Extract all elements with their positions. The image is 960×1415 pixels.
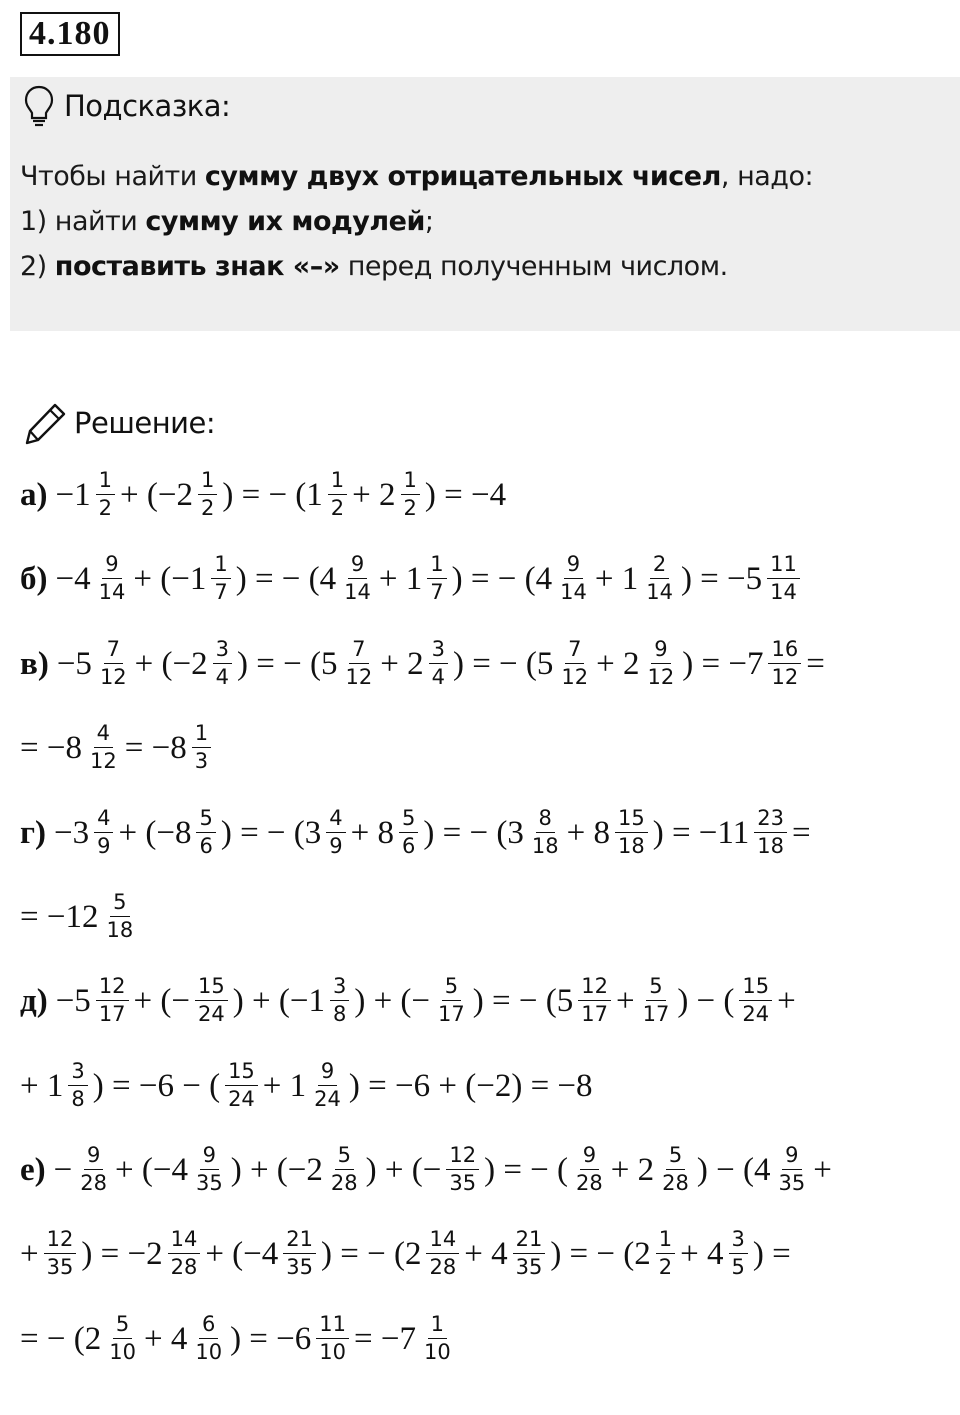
math-text: = −8: [124, 729, 187, 766]
math-text: + (−4: [205, 1235, 279, 1272]
fraction: [195, 975, 228, 1026]
math-text: ) = − (: [484, 1151, 569, 1188]
solution-line: [20, 553, 805, 604]
item-label: б): [20, 560, 48, 597]
fraction: [401, 469, 420, 520]
item-label: д): [20, 982, 48, 1019]
math-text: +: [777, 982, 796, 1019]
fraction: [283, 1228, 316, 1279]
math-text: +: [20, 1235, 39, 1272]
math-text: + (−: [133, 982, 191, 1019]
denominator: 28: [330, 1171, 358, 1195]
fraction: [754, 807, 787, 858]
denominator: 12: [345, 665, 373, 689]
math-text: ) + (−: [365, 1151, 442, 1188]
numerator: 5: [335, 1144, 354, 1170]
numerator: 7: [349, 638, 368, 664]
denominator: 17: [581, 1002, 608, 1026]
math-text: ) = − (2: [550, 1235, 651, 1272]
numerator: 1: [401, 469, 420, 495]
denominator: 2: [403, 496, 417, 520]
math-text: ) = −6: [230, 1320, 312, 1357]
math-text: ) = − (4: [235, 560, 337, 597]
denominator: 7: [430, 580, 444, 604]
fraction: [426, 1228, 459, 1279]
solution-line: [20, 722, 216, 773]
fraction: [192, 722, 211, 773]
hint-line: [20, 199, 940, 244]
numerator: 7: [565, 638, 584, 664]
denominator: 35: [286, 1255, 314, 1279]
math-text: + 8: [350, 814, 395, 851]
numerator: 14: [426, 1228, 459, 1254]
solution-title: Решение:: [74, 406, 216, 440]
denominator: 35: [778, 1171, 806, 1195]
math-text: +: [813, 1151, 832, 1188]
math-text: ) = − (5: [452, 645, 554, 682]
denominator: 9: [329, 834, 343, 858]
fraction: [87, 722, 120, 773]
fraction: [768, 638, 801, 689]
numerator: 21: [283, 1228, 316, 1254]
fraction: [103, 891, 136, 942]
numerator: 7: [104, 638, 123, 664]
denominator: 28: [80, 1171, 107, 1195]
fraction: [68, 1060, 87, 1111]
math-text: −1: [55, 476, 91, 513]
solution-line: [20, 807, 811, 858]
numerator: 12: [578, 975, 611, 1001]
math-text: ) = − (3: [423, 814, 524, 851]
math-text: = −7: [354, 1320, 416, 1357]
fraction: [573, 1144, 606, 1195]
numerator: 3: [213, 638, 232, 664]
math-text: ) − (4: [696, 1151, 771, 1188]
math-text: + 1: [594, 560, 639, 597]
denominator: 10: [424, 1340, 451, 1364]
numerator: 16: [768, 638, 801, 664]
item-label: е): [20, 1151, 46, 1188]
math-text: ) = − (3: [220, 814, 322, 851]
math-text: ) + (−2: [230, 1151, 323, 1188]
math-text: = −8: [20, 729, 82, 766]
numerator: 1: [211, 553, 230, 579]
math-text: + (−8: [118, 814, 192, 851]
numerator: 5: [399, 807, 418, 833]
numerator: 1: [428, 1313, 447, 1339]
numerator: 1: [96, 469, 115, 495]
denominator: 8: [71, 1087, 85, 1111]
denominator: 3: [194, 749, 209, 773]
numerator: 3: [429, 638, 448, 664]
math-text: + 4: [143, 1320, 188, 1357]
math-text: + 2: [596, 645, 640, 682]
math-text: ) + (−: [354, 982, 431, 1019]
numerator: 8: [536, 807, 555, 833]
denominator: 14: [646, 580, 673, 604]
denominator: 12: [561, 665, 589, 689]
numerator: 1: [328, 469, 347, 495]
math-text: ) = −5: [680, 560, 763, 597]
denominator: 18: [757, 834, 784, 858]
numerator: 15: [615, 807, 648, 833]
denominator: 9: [97, 834, 111, 858]
math-text: + (−2: [134, 645, 208, 682]
denominator: 35: [46, 1255, 74, 1279]
hint-emphasis: поставить знак «–»: [54, 251, 340, 282]
math-text: + 1: [378, 560, 423, 597]
fraction: [399, 807, 418, 858]
math-text: = −12: [20, 898, 99, 935]
numerator: 5: [666, 1144, 685, 1170]
fraction: [328, 469, 347, 520]
solution-line: [20, 975, 796, 1026]
math-text: + (−1: [133, 560, 207, 597]
denominator: 12: [99, 665, 127, 689]
denominator: 12: [647, 665, 675, 689]
numerator: 1: [198, 469, 217, 495]
fraction: [342, 638, 375, 689]
denominator: 10: [319, 1340, 347, 1364]
fraction: [196, 807, 215, 858]
numerator: 14: [168, 1228, 201, 1254]
numerator: 4: [94, 722, 113, 748]
math-text: ) = −7: [682, 645, 764, 682]
numerator: 3: [68, 1060, 87, 1086]
hint-emphasis: сумму их модулей: [145, 206, 425, 237]
denominator: 28: [662, 1171, 689, 1195]
numerator: 9: [102, 553, 121, 579]
math-text: + 4: [680, 1235, 724, 1272]
hint-text-segment: 2): [20, 251, 55, 282]
math-text: + 8: [566, 814, 610, 851]
fraction: [643, 553, 676, 604]
numerator: 9: [782, 1144, 801, 1170]
denominator: 18: [617, 834, 645, 858]
fraction: [97, 638, 130, 689]
fraction: [659, 1144, 692, 1195]
fraction: [316, 1313, 349, 1364]
numerator: 4: [326, 807, 345, 833]
fraction: [211, 553, 230, 604]
numerator: 5: [110, 891, 129, 917]
fraction: [645, 638, 678, 689]
numerator: 5: [646, 975, 665, 1001]
math-text: −: [53, 1151, 73, 1188]
fraction: [341, 553, 374, 604]
math-text: ) = −11: [652, 814, 750, 851]
fraction: [106, 1313, 139, 1364]
denominator: 2: [98, 496, 112, 520]
math-text: ) =: [752, 1235, 791, 1272]
denominator: 10: [109, 1340, 136, 1364]
numerator: 1: [192, 722, 211, 748]
fraction: [558, 638, 591, 689]
hint-text-segment: 1) найти: [20, 206, 146, 237]
fraction: [193, 1144, 226, 1195]
denominator: 17: [98, 1002, 126, 1026]
math-text: ) = − (5: [237, 645, 338, 682]
numerator: 9: [564, 553, 583, 579]
math-text: ) = − (4: [451, 560, 553, 597]
item-label: в): [20, 645, 49, 682]
numerator: 15: [195, 975, 228, 1001]
numerator: 23: [754, 807, 787, 833]
denominator: 35: [449, 1171, 477, 1195]
solution-line: [20, 1313, 459, 1364]
fraction: [429, 638, 448, 689]
item-label: г): [20, 814, 46, 851]
numerator: 9: [348, 553, 367, 579]
fraction: [739, 975, 772, 1026]
math-text: −5: [55, 982, 91, 1019]
math-text: ) = −6 − (: [92, 1067, 221, 1104]
solution-line: [20, 1060, 593, 1111]
denominator: 35: [195, 1171, 223, 1195]
math-text: + 1: [20, 1067, 64, 1104]
numerator: 9: [580, 1144, 599, 1170]
fraction: [557, 553, 590, 604]
numerator: 5: [113, 1313, 132, 1339]
fraction: [96, 469, 115, 520]
denominator: 6: [199, 834, 213, 858]
denominator: 2: [658, 1255, 673, 1279]
numerator: 3: [729, 1228, 748, 1254]
denominator: 17: [642, 1002, 670, 1026]
numerator: 15: [225, 1060, 258, 1086]
math-text: + 2: [352, 476, 396, 513]
math-text: −4: [55, 560, 91, 597]
fraction: [168, 1228, 201, 1279]
fraction: [656, 1228, 675, 1279]
denominator: 28: [429, 1255, 457, 1279]
math-text: = − (2: [20, 1320, 102, 1357]
math-text: ) + (−1: [232, 982, 325, 1019]
fraction: [192, 1313, 225, 1364]
denominator: 17: [438, 1002, 465, 1026]
math-text: + 4: [464, 1235, 508, 1272]
fraction: [775, 1144, 808, 1195]
denominator: 14: [560, 580, 587, 604]
fraction: [44, 1228, 77, 1279]
denominator: 12: [771, 665, 799, 689]
denominator: 28: [170, 1255, 198, 1279]
denominator: 18: [531, 834, 559, 858]
fraction: [225, 1060, 258, 1111]
lightbulb-icon: [24, 85, 54, 127]
denominator: 4: [215, 665, 230, 689]
math-text: ) = −6 + (−2) = −8: [348, 1067, 593, 1104]
fraction: [427, 553, 446, 604]
denominator: 14: [98, 580, 126, 604]
math-text: ) − (: [677, 982, 735, 1019]
math-text: + (−4: [115, 1151, 188, 1188]
math-text: ) = − (5: [472, 982, 574, 1019]
numerator: 2: [650, 553, 669, 579]
fraction: [640, 975, 673, 1026]
numerator: 9: [84, 1144, 103, 1170]
numerator: 11: [316, 1313, 349, 1339]
solution-line: [20, 891, 141, 942]
fraction: [96, 975, 129, 1026]
item-label: а): [20, 476, 48, 513]
fraction: [767, 553, 800, 604]
numerator: 5: [442, 975, 461, 1001]
math-text: ) = − (1: [222, 476, 323, 513]
hint-text-segment: перед полученным числом.: [339, 251, 728, 282]
fraction: [326, 807, 345, 858]
solution-header: [24, 398, 215, 448]
hint-line: [20, 244, 940, 289]
numerator: 6: [199, 1313, 218, 1339]
solution-line: [20, 1144, 832, 1195]
numerator: 9: [318, 1060, 337, 1086]
numerator: 11: [767, 553, 800, 579]
hint-title: Подсказка:: [64, 89, 231, 123]
fraction: [213, 638, 232, 689]
hint-text: [20, 154, 940, 289]
problem-number: 4.180: [20, 12, 120, 56]
fraction: [311, 1060, 344, 1111]
numerator: 4: [94, 807, 113, 833]
denominator: 14: [770, 580, 797, 604]
math-text: =: [806, 645, 825, 682]
denominator: 24: [198, 1002, 225, 1026]
denominator: 5: [731, 1255, 745, 1279]
math-text: + 2: [380, 645, 424, 682]
math-text: + 2: [610, 1151, 655, 1188]
denominator: 18: [106, 918, 134, 942]
math-text: ) = −4: [424, 476, 507, 513]
fraction: [529, 807, 562, 858]
math-text: + (−2: [120, 476, 193, 513]
denominator: 6: [402, 834, 416, 858]
fraction: [77, 1144, 110, 1195]
math-text: ) = −2: [81, 1235, 163, 1272]
fraction: [615, 807, 648, 858]
math-text: =: [791, 814, 811, 851]
denominator: 28: [576, 1171, 603, 1195]
denominator: 4: [431, 665, 445, 689]
pencil-icon: [24, 401, 68, 445]
numerator: 1: [427, 553, 446, 579]
denominator: 8: [332, 1002, 347, 1026]
hint-text-segment: Чтобы найти: [20, 161, 205, 192]
solution-line: [20, 469, 506, 520]
denominator: 14: [344, 580, 371, 604]
fraction: [513, 1228, 546, 1279]
numerator: 12: [446, 1144, 479, 1170]
math-text: + 1: [262, 1067, 307, 1104]
math-text: −3: [53, 814, 90, 851]
denominator: 2: [200, 496, 215, 520]
denominator: 35: [515, 1255, 543, 1279]
denominator: 7: [214, 580, 228, 604]
numerator: 12: [96, 975, 129, 1001]
fraction: [729, 1228, 748, 1279]
denominator: 24: [314, 1087, 341, 1111]
math-text: −5: [56, 645, 92, 682]
solution-line: [20, 638, 825, 689]
denominator: 24: [228, 1087, 255, 1111]
numerator: 12: [44, 1228, 77, 1254]
fraction: [96, 553, 129, 604]
denominator: 12: [89, 749, 117, 773]
fraction: [421, 1313, 454, 1364]
denominator: 24: [742, 1002, 770, 1026]
numerator: 21: [513, 1228, 546, 1254]
fraction: [578, 975, 611, 1026]
solution-line: [20, 1228, 791, 1279]
hint-header: [24, 84, 230, 128]
fraction: [94, 807, 113, 858]
numerator: 9: [200, 1144, 219, 1170]
fraction: [330, 975, 349, 1026]
hint-emphasis: сумму двух отрицательных чисел: [204, 161, 721, 192]
fraction: [446, 1144, 479, 1195]
math-text: ) = − (2: [321, 1235, 422, 1272]
hint-line: [20, 154, 940, 199]
fraction: [328, 1144, 361, 1195]
denominator: 2: [330, 496, 345, 520]
denominator: 10: [195, 1340, 223, 1364]
numerator: 9: [651, 638, 670, 664]
hint-text-segment: , надо:: [720, 161, 814, 192]
numerator: 3: [330, 975, 349, 1001]
fraction: [198, 469, 217, 520]
fraction: [435, 975, 468, 1026]
math-text: +: [615, 982, 635, 1019]
numerator: 15: [739, 975, 772, 1001]
numerator: 5: [196, 807, 215, 833]
numerator: 1: [656, 1228, 675, 1254]
hint-text-segment: ;: [424, 206, 434, 237]
